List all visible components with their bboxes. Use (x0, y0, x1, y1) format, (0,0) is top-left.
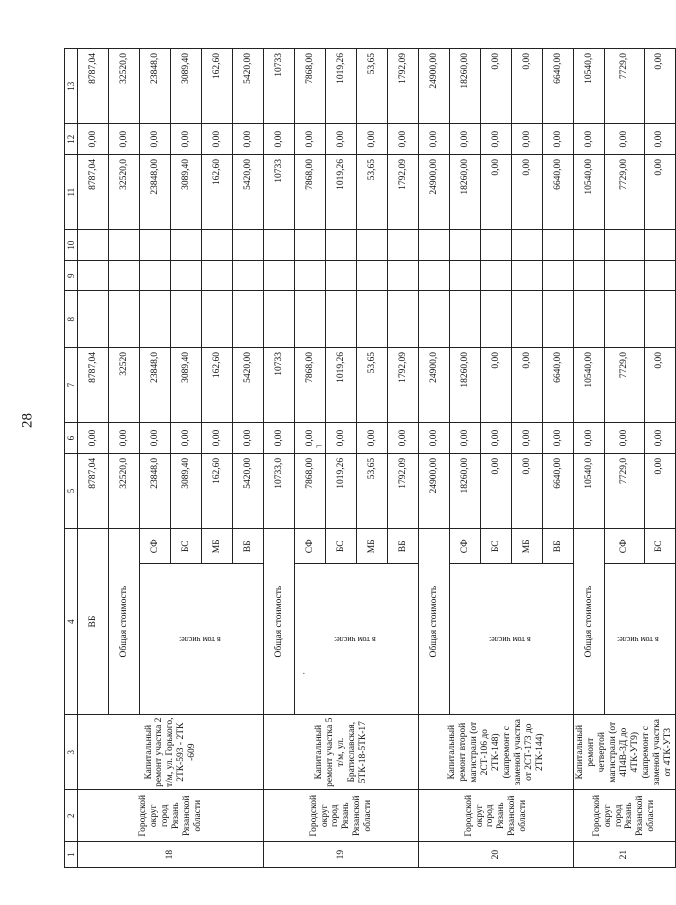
value-col7: 0,00 (512, 347, 543, 422)
value-col12: 0,00 (481, 124, 512, 155)
value-col8 (357, 291, 388, 347)
column-header: 4 (65, 529, 78, 715)
value-col7: 32520 (109, 347, 140, 422)
value-col6: 0,00 (78, 423, 109, 454)
value-col10 (326, 230, 357, 261)
value-col7: 1792,09 (388, 347, 419, 422)
fund-label: ВБ (543, 529, 574, 564)
value-col5: 23848,0 (140, 453, 171, 528)
value-col12: 0,00 (326, 124, 357, 155)
value-col13: 53,65 (357, 49, 388, 124)
value-col7: 1019,26 (326, 347, 357, 422)
municipality-cell: Городской округ город Рязань Рязанской области (419, 790, 574, 842)
value-col8 (264, 291, 295, 347)
fund-label: БС (326, 529, 357, 564)
value-col11: 23848,00 (140, 155, 171, 230)
entry-number: 20 (419, 842, 574, 868)
fund-label: МБ (202, 529, 233, 564)
value-col5: 162,60 (202, 453, 233, 528)
value-col10 (419, 230, 450, 261)
value-col11: 1792,09 (388, 155, 419, 230)
value-col5: 7868,00 (295, 453, 326, 528)
budget-table (64, 48, 676, 868)
value-col5: 7729,0 (605, 453, 644, 528)
value-col5: 18260,00 (450, 453, 481, 528)
value-col8 (202, 291, 233, 347)
value-col12: 0,00 (171, 124, 202, 155)
value-col7: 10733 (264, 347, 295, 422)
column-header: 1 (65, 842, 78, 868)
value-col13: 162,60 (202, 49, 233, 124)
value-col6: 0,00 (543, 423, 574, 454)
value-col5: 6640,00 (543, 453, 574, 528)
value-col11: 6640,00 (543, 155, 574, 230)
value-col12: 0,00 (109, 124, 140, 155)
value-col6: 0,00 (481, 423, 512, 454)
vertical-label: в том числе: (617, 634, 659, 644)
value-col6: 0,00 (202, 423, 233, 454)
value-col10 (140, 230, 171, 261)
value-col11: 10733 (264, 155, 295, 230)
vertical-label: в том числе: (334, 634, 376, 644)
value-col7: 23848,0 (140, 347, 171, 422)
value-col7: 24900,0 (419, 347, 450, 422)
value-col13: 23848,0 (140, 49, 171, 124)
value-col8 (140, 291, 171, 347)
scan-mark: ⌐ (316, 440, 323, 452)
value-col6: 0,00 (295, 423, 326, 454)
object-description: Капитальный ремонт участка 2 т/м, ул. Горького, 2ТК-593 - 2ТК -609 (78, 715, 264, 790)
value-col10 (78, 230, 109, 261)
fund-label: ВБ (233, 529, 264, 564)
value-col13: 32520,0 (109, 49, 140, 124)
fund-label: Общая стоимость (419, 529, 450, 715)
value-col6: 0,00 (644, 423, 675, 454)
value-col13: 8787,04 (78, 49, 109, 124)
value-col11: 1019,26 (326, 155, 357, 230)
fund-label: Общая стоимость (264, 529, 295, 715)
value-col9 (644, 260, 675, 291)
value-col8 (109, 291, 140, 347)
value-col10 (202, 230, 233, 261)
value-col11: 0,00 (644, 155, 675, 230)
scan-mark: · (302, 668, 306, 680)
column-header: 7 (65, 347, 78, 422)
column-header: 2 (65, 790, 78, 842)
value-col11: 10540,00 (574, 155, 605, 230)
value-col9 (512, 260, 543, 291)
value-col6: 0,00 (109, 423, 140, 454)
value-col11: 162,60 (202, 155, 233, 230)
value-col9 (171, 260, 202, 291)
value-col8 (419, 291, 450, 347)
value-col11: 5420,00 (233, 155, 264, 230)
value-col9 (388, 260, 419, 291)
value-col7: 8787,04 (78, 347, 109, 422)
value-col9 (419, 260, 450, 291)
value-col6: 0,00 (388, 423, 419, 454)
value-col7: 7868,00 (295, 347, 326, 422)
column-header: 9 (65, 260, 78, 291)
value-col6: 0,00 (512, 423, 543, 454)
value-col12: 0,00 (543, 124, 574, 155)
value-col7: 0,00 (644, 347, 675, 422)
value-col5: 24900,00 (419, 453, 450, 528)
value-col7: 3089,40 (171, 347, 202, 422)
budget-table-rotated (64, 48, 673, 868)
value-col8 (512, 291, 543, 347)
value-col7: 10540,00 (574, 347, 605, 422)
value-col11: 53,65 (357, 155, 388, 230)
value-col9 (605, 260, 644, 291)
value-col12: 0,00 (450, 124, 481, 155)
value-col11: 7729,00 (605, 155, 644, 230)
value-col8 (78, 291, 109, 347)
value-col13: 7868,00 (295, 49, 326, 124)
value-col5: 5420,00 (233, 453, 264, 528)
column-header: 5 (65, 453, 78, 528)
value-col7: 5420,00 (233, 347, 264, 422)
value-col9 (543, 260, 574, 291)
value-col12: 0,00 (605, 124, 644, 155)
value-col9 (357, 260, 388, 291)
value-col12: 0,00 (574, 124, 605, 155)
value-col5: 0,00 (512, 453, 543, 528)
value-col11: 32520,0 (109, 155, 140, 230)
including-label (605, 564, 675, 715)
value-col5: 1792,09 (388, 453, 419, 528)
column-header: 11 (65, 155, 78, 230)
value-col9 (109, 260, 140, 291)
value-col10 (388, 230, 419, 261)
value-col8 (543, 291, 574, 347)
value-col11: 8787,04 (78, 155, 109, 230)
value-col10 (233, 230, 264, 261)
value-col8 (326, 291, 357, 347)
value-col7: 18260,00 (450, 347, 481, 422)
table-row (78, 49, 109, 868)
value-col7: 0,00 (481, 347, 512, 422)
value-col5: 10733,0 (264, 453, 295, 528)
fund-label: МБ (357, 529, 388, 564)
value-col8 (481, 291, 512, 347)
value-col8 (574, 291, 605, 347)
column-header: 10 (65, 230, 78, 261)
value-col10 (171, 230, 202, 261)
value-col10 (543, 230, 574, 261)
value-col5: 0,00 (481, 453, 512, 528)
table-row (574, 49, 605, 868)
object-description: Капитальный ремонт второй магистрали (от 2СТ-106 до 2ТК-148) (капремонт с заменой участка от 2СТ-173 до 2ТК-144) (419, 715, 574, 790)
value-col10 (574, 230, 605, 261)
value-col13: 18260,00 (450, 49, 481, 124)
value-col10 (357, 230, 388, 261)
value-col11: 24900,00 (419, 155, 450, 230)
value-col12: 0,00 (202, 124, 233, 155)
value-col5: 53,65 (357, 453, 388, 528)
value-col12: 0,00 (140, 124, 171, 155)
fund-label: Общая стоимость (574, 529, 605, 715)
value-col7: 6640,00 (543, 347, 574, 422)
value-col8 (605, 291, 644, 347)
value-col6: 0,00 (326, 423, 357, 454)
fund-label: СФ (605, 529, 644, 564)
value-col13: 3089,40 (171, 49, 202, 124)
value-col9 (233, 260, 264, 291)
value-col10 (450, 230, 481, 261)
value-col6: 0,00 (419, 423, 450, 454)
value-col13: 0,00 (644, 49, 675, 124)
value-col10 (512, 230, 543, 261)
column-number-row (65, 49, 78, 868)
value-col12: 0,00 (512, 124, 543, 155)
value-col9 (295, 260, 326, 291)
column-header: 12 (65, 124, 78, 155)
value-col10 (605, 230, 644, 261)
value-col8 (295, 291, 326, 347)
value-col9 (140, 260, 171, 291)
value-col11: 3089,40 (171, 155, 202, 230)
value-col10 (264, 230, 295, 261)
value-col10 (481, 230, 512, 261)
value-col8 (233, 291, 264, 347)
value-col9 (78, 260, 109, 291)
municipality-cell: Городской округ город Рязань Рязанской области (264, 790, 419, 842)
entry-number: 21 (574, 842, 675, 868)
fund-label: СФ (140, 529, 171, 564)
column-header: 8 (65, 291, 78, 347)
fund-label: ВБ (388, 529, 419, 564)
value-col10 (644, 230, 675, 261)
value-col12: 0,00 (644, 124, 675, 155)
value-col6: 0,00 (171, 423, 202, 454)
value-col8 (388, 291, 419, 347)
value-col13: 6640,00 (543, 49, 574, 124)
value-col6: 0,00 (450, 423, 481, 454)
value-col6: 0,00 (605, 423, 644, 454)
column-header: 6 (65, 423, 78, 454)
including-label (450, 564, 574, 715)
value-col6: 0,00 (264, 423, 295, 454)
fund-label: МБ (512, 529, 543, 564)
value-col12: 0,00 (419, 124, 450, 155)
value-col8 (644, 291, 675, 347)
table-row (264, 49, 295, 868)
entry-number: 19 (264, 842, 419, 868)
vertical-label: в том числе: (489, 634, 531, 644)
value-col9 (450, 260, 481, 291)
value-col9 (264, 260, 295, 291)
value-col9 (481, 260, 512, 291)
value-col12: 0,00 (264, 124, 295, 155)
column-header: 3 (65, 715, 78, 790)
column-header: 13 (65, 49, 78, 124)
value-col7: 7729,0 (605, 347, 644, 422)
fund-label: БС (171, 529, 202, 564)
entry-number: 18 (78, 842, 264, 868)
fund-label: ВБ (78, 529, 109, 715)
value-col10 (109, 230, 140, 261)
including-label (295, 564, 419, 715)
value-col13: 0,00 (481, 49, 512, 124)
value-col12: 0,00 (78, 124, 109, 155)
value-col9 (202, 260, 233, 291)
value-col13: 7729,0 (605, 49, 644, 124)
value-col5: 10540,0 (574, 453, 605, 528)
value-col7: 162,60 (202, 347, 233, 422)
municipality-cell: Городской округ город Рязань Рязанской области (574, 790, 675, 842)
value-col5: 3089,40 (171, 453, 202, 528)
value-col5: 32520,0 (109, 453, 140, 528)
value-col13: 5420,00 (233, 49, 264, 124)
fund-label: Общая стоимость (109, 529, 140, 715)
fund-label: БС (644, 529, 675, 564)
value-col11: 7868,00 (295, 155, 326, 230)
value-col12: 0,00 (357, 124, 388, 155)
value-col11: 0,00 (512, 155, 543, 230)
value-col11: 18260,00 (450, 155, 481, 230)
fund-label: БС (481, 529, 512, 564)
value-col8 (171, 291, 202, 347)
fund-label: СФ (450, 529, 481, 564)
value-col13: 10733 (264, 49, 295, 124)
value-col10 (295, 230, 326, 261)
value-col12: 0,00 (295, 124, 326, 155)
including-label (140, 564, 264, 715)
municipality-cell: Городской округ город Рязань Рязанской области (78, 790, 264, 842)
value-col5: 8787,04 (78, 453, 109, 528)
value-col6: 0,00 (357, 423, 388, 454)
value-col6: 0,00 (574, 423, 605, 454)
value-col12: 0,00 (233, 124, 264, 155)
value-col12: 0,00 (388, 124, 419, 155)
value-col5: 1019,26 (326, 453, 357, 528)
value-col6: 0,00 (233, 423, 264, 454)
table-row (419, 49, 450, 868)
value-col13: 10540,0 (574, 49, 605, 124)
value-col13: 1019,26 (326, 49, 357, 124)
value-col13: 0,00 (512, 49, 543, 124)
vertical-label: в том числе: (179, 634, 221, 644)
value-col7: 53,65 (357, 347, 388, 422)
value-col9 (326, 260, 357, 291)
value-col13: 24900,00 (419, 49, 450, 124)
value-col5: 0,00 (644, 453, 675, 528)
value-col9 (574, 260, 605, 291)
object-description: Капитальный ремонт четвертой магистрали (от 4П4В-3Д до 4ТК-УТ9) (капремонт с заменой участка от 4ТК-УТ3 (574, 715, 675, 790)
fund-label: СФ (295, 529, 326, 564)
page-number: 28 (19, 413, 36, 428)
object-description: Капитальный ремонт участка 5 т/м, ул. Братиславская, 5ТК-18-5ТК-17 (264, 715, 419, 790)
value-col8 (450, 291, 481, 347)
value-col11: 0,00 (481, 155, 512, 230)
value-col6: 0,00 (140, 423, 171, 454)
value-col13: 1792,09 (388, 49, 419, 124)
